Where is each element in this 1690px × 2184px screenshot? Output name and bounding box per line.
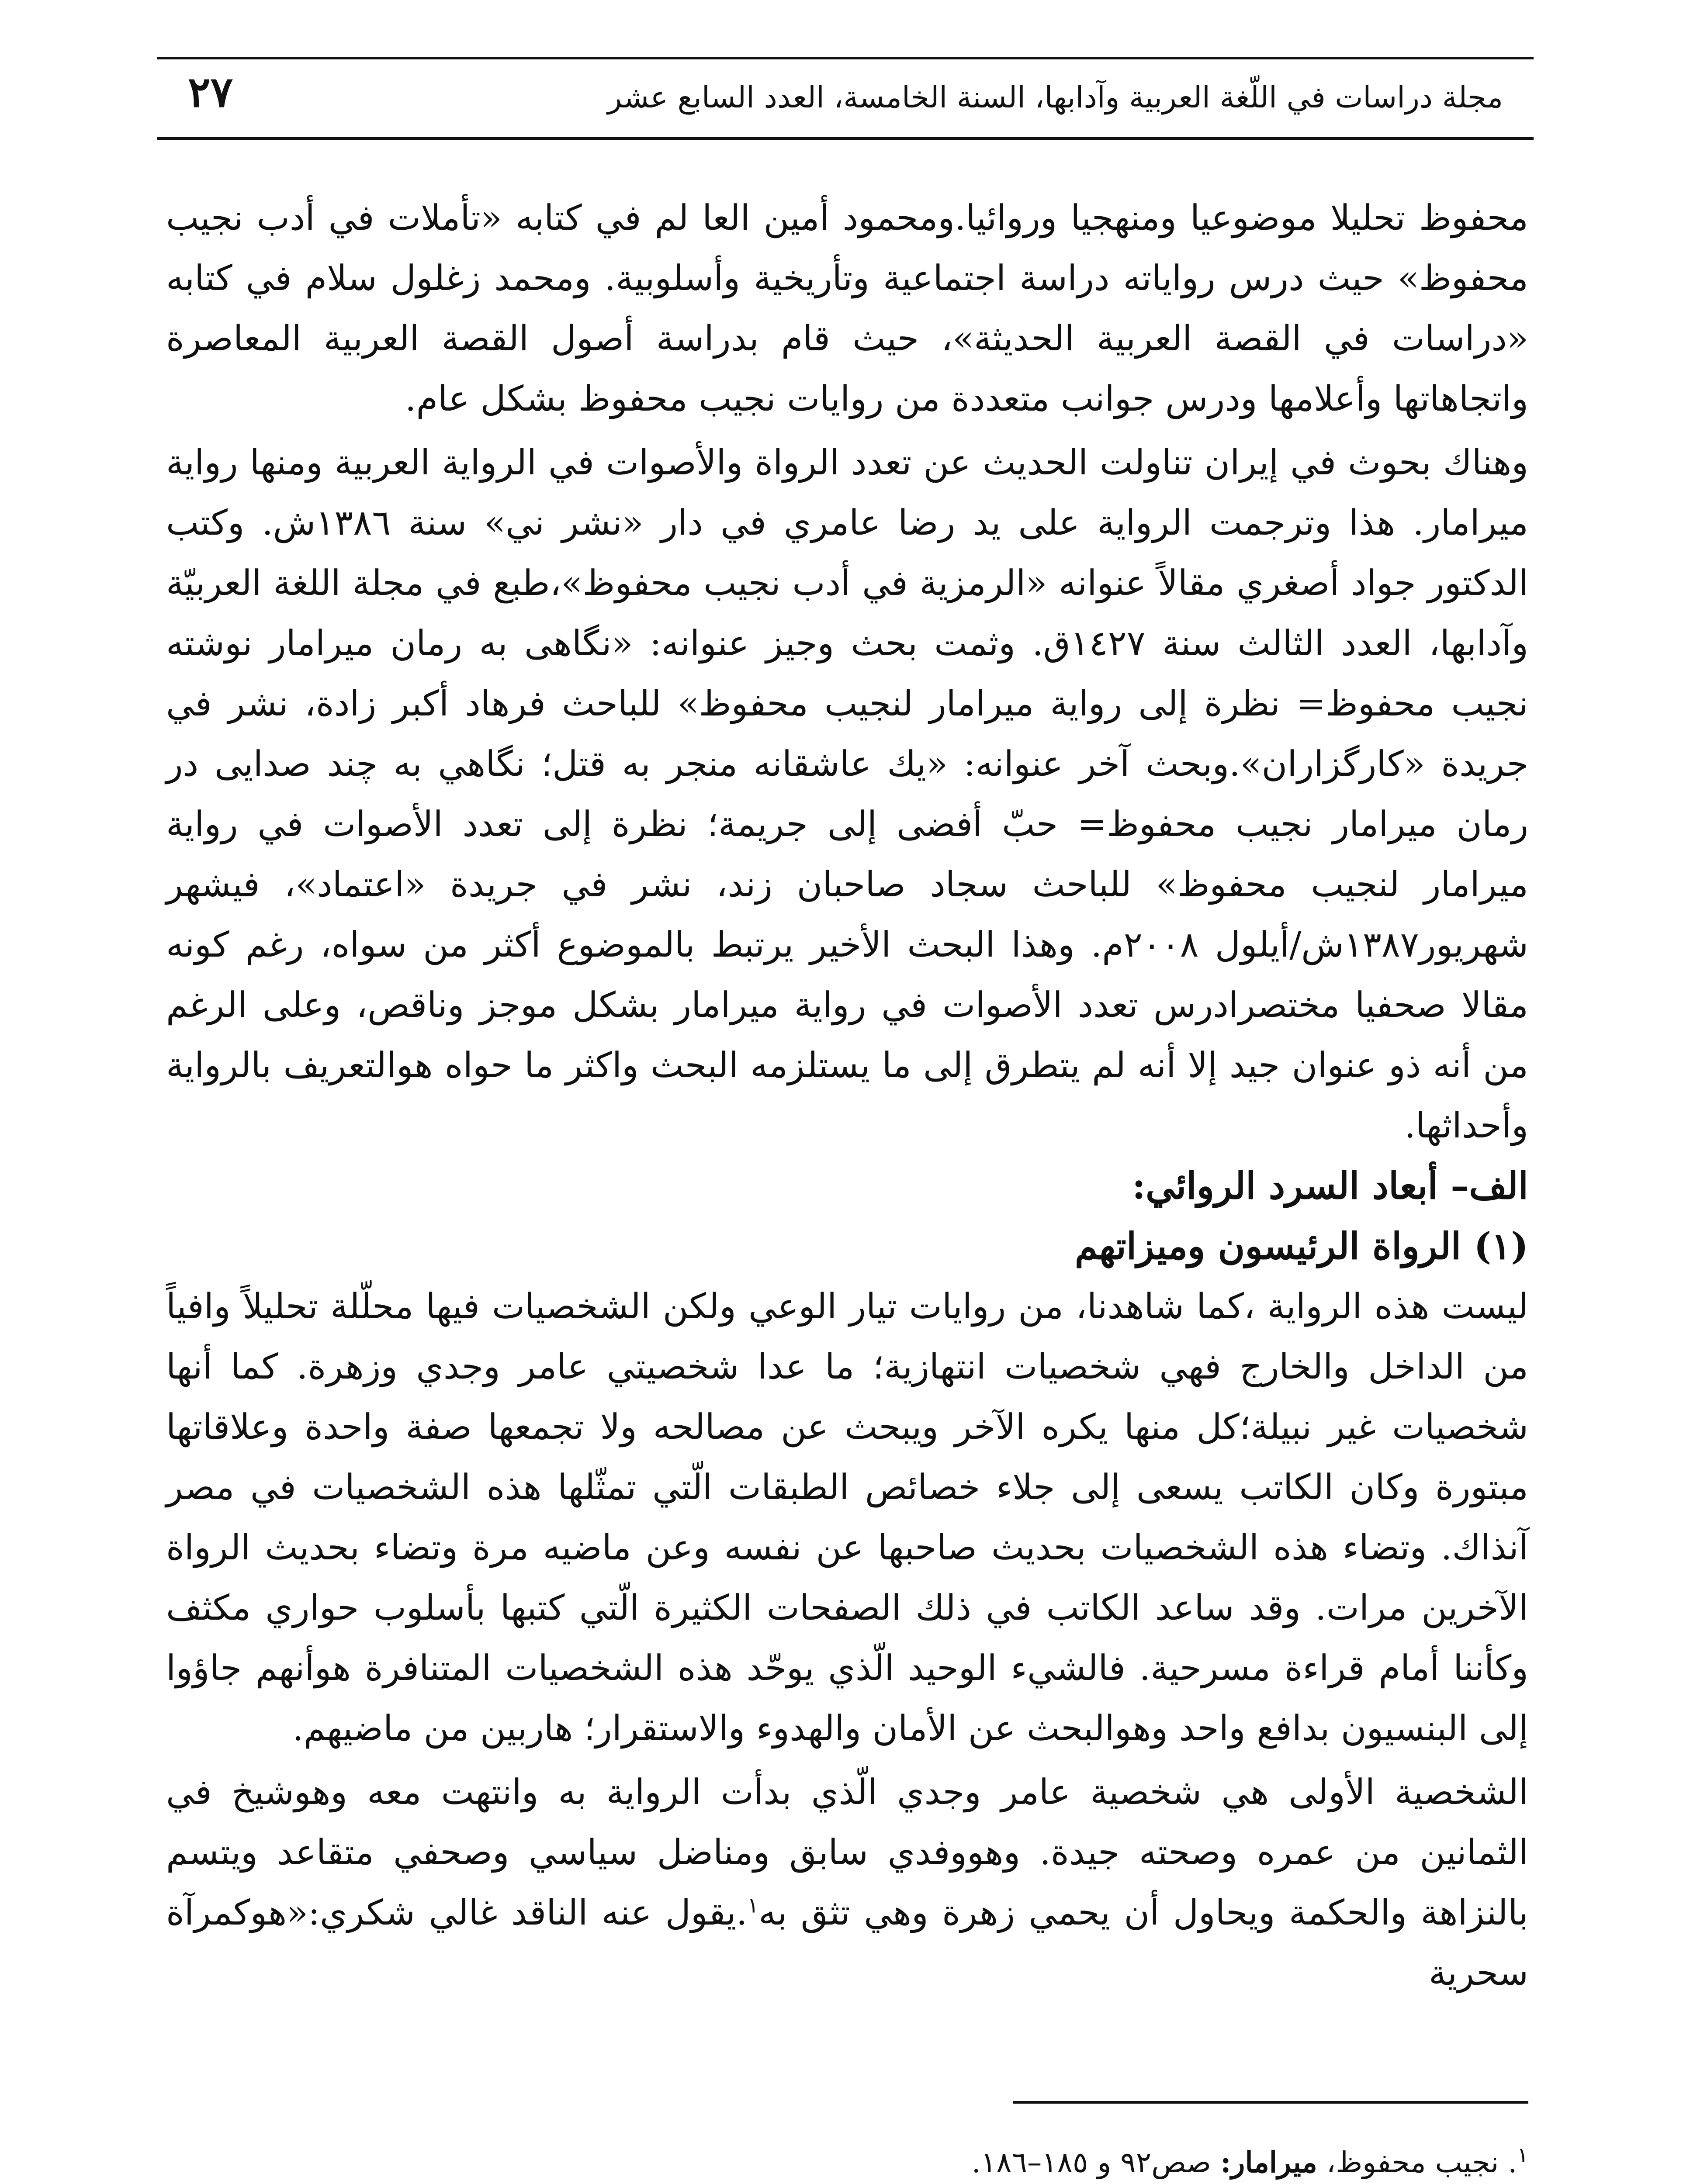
paragraph: محفوظ تحليلا موضوعيا ومنهجيا وروائيا.ومحمود أمين العا لم في كتابه «تأملات في أدب نجيب محفوظ» حيث درس رواياته دراسة اجتماعية وتأريخية وأسلوبية. ومحمد زغلول سلام في كتابه «دراسات في القصة العربية الحديثة»، حيث قام بدراسة أصول القصة العربية المعاصرة واتجاهاتها وأعلامها ودرس جوانب متعددة من روايات نجيب محفوظ بشكل عام.: [166, 197, 1528, 419]
paragraph: وهناك بحوث في إيران تناولت الحديث عن تعدد الرواة والأصوات في الرواية العربية ومنها رواية ميرامار. هذا وترجمت الرواية على يد رضا عامري في دار «نشر ني» سنة ١٣٨٦ش. وكتب الدكتور جواد أصغري مقالاً عنوانه «الرمزية في أدب نجيب محفوظ»،طبع في مجلة اللغة العربيّة وآدابها، العدد الثالث سنة ١٤٢٧ق. وثمت بحث وجيز عنوانه: «نگاهی به رمان میرامار نوشته نجیب محفوظ= نظرة إلى رواية ميرامار لنجيب محفوظ» للباحث فرهاد أكبر زادة، نشر في جريدة «كارگزاران».وبحث آخر عنوانه: «يك عاشقانه منجر به قتل؛ نگاهي به چند صدايى در رمان ميرامار نجيب محفوظ= حبّ أفضى إلى جريمة؛ نظرة إلى تعدد الأصوات في رواية ميرامار لنجيب محفوظ» للباحث سجاد صاحبان زند، نشر في جريدة «اعتماد»، فيشهر شهريور١٣٨٧ش/أيلول ٢٠٠٨م. وهذا البحث الأخير يرتبط بالموضوع أكثر من سواه، رغم كونه مقالا صحفيا مختصرادرس تعدد الأصوات في رواية ميرامار بشكل موجز وناقص، وعلى الرغم من أنه ذو عنوان جيد إلا أنه لم يتطرق إلى ما يستلزمه البحث واكثر ما حواه هوالتعريف بالرواية وأحداثها.: [166, 442, 1529, 1146]
footnote-divider: [1013, 2101, 1528, 2104]
paragraph-with-footnote: [166, 1762, 1528, 2003]
paragraph: ليست هذه الرواية ،كما شاهدنا، من روايات تيار الوعي ولكن الشخصيات فيها محلّلة تحليلاً وافياً من الداخل والخارج فهي شخصيات انتهازية؛ ما عدا شخصيتي عامر وجدي وزهرة. كما أنها شخصيات غير نبيلة؛كل منها يكره الآخر ويبحث عن مصالحه ولا تجمعها صفة واحدة وعلاقاتها مبتورة وكان الكاتب يسعى إلى جلاء خصائص الطبقات الّتي تمثّلها هذه الشخصيات في مصر آنذاك. وتضاء هذه الشخصيات بحديث صاحبها عن نفسه وعن ماضيه مرة وتضاء بحديث الرواة الآخرين مرات. وقد ساعد الكاتب في ذلك الصفحات الكثيرة الّتي كتبها بأسلوب حواري مكثف وكأننا أمام قراءة مسرحية. فالشيء الوحيد الّذي يوحّد هذه الشخصيات المتنافرة هوأنهم جاؤوا إلى البنسيون بدافع واحد وهوالبحث عن الأمان والهدوء والاستقرار؛ هاربين من ماضيهم.: [166, 1286, 1528, 1749]
journal-title: مجلة دراسات في اللّغة العربية وآدابها، السنة الخامسة، العدد السابع عشر: [607, 80, 1503, 115]
footnote-book-title: ميرامار:: [1220, 2145, 1317, 2179]
paragraph-text: الشخصية الأولى هي شخصية عامر وجدي الّذي بدأت الرواية به وانتهت معه وهوشيخ في الثمانين من عمره وصحته جيدة. وهووفدي سابق ومناضل سياسي وصحفي متقاعد ويتسم بالنزاهة والحكمة ويحاول أن يحمي زهرة وهي تثق به: [166, 1772, 1529, 1933]
footnote-reference[interactable]: ١: [747, 1893, 759, 1918]
paragraph-text-continued: .يقول عنه الناقد غالي شكري:«هوكمرآة سحرية: [166, 1892, 1528, 1993]
footnote: [166, 2140, 1528, 2184]
footnote-marker: ١: [1517, 2143, 1528, 2167]
footnote-author: . نجيب محفوظ،: [1326, 2146, 1517, 2179]
article-body: [166, 188, 1528, 2003]
subsection-heading: (١) الرواة الرئيسون وميزاتهم: [1074, 1224, 1528, 1268]
section-heading: الف– أبعاد السرد الروائي:: [1132, 1164, 1528, 1207]
footnote-pages: صص٩٢ و ١٨٥–١٨٦.: [971, 2146, 1212, 2179]
running-header: [157, 57, 1534, 140]
page-number: ٢٧: [188, 67, 233, 117]
